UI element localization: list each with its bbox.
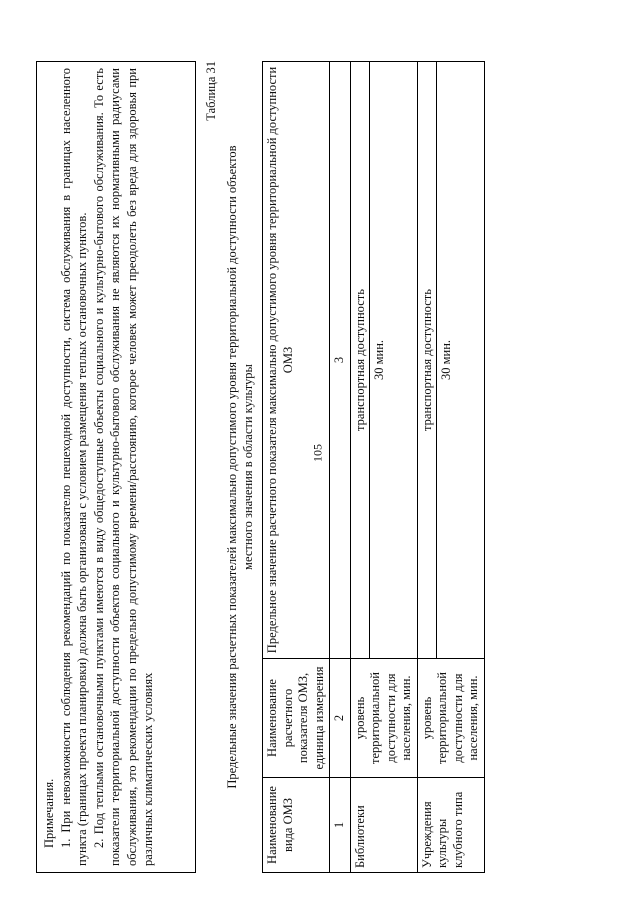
column-number-3: 3	[330, 62, 351, 659]
rotated-content	[36, 33, 606, 873]
omz-table	[262, 61, 485, 873]
table-header-row	[263, 62, 330, 873]
table-row	[350, 62, 417, 873]
table-caption	[224, 61, 256, 873]
column-number-row	[330, 62, 351, 873]
header-limit-value: Предельное значение расчетного показателя максимально допустимого уровня территориальной доступности ОМЗ	[263, 62, 330, 659]
notes-heading: Примечания.	[42, 778, 56, 848]
note-item-2: 2. Под теплыми остановочными пунктами имеются в виду общедоступные объекты социального и культурно-бытового обслуживания. То есть показатели территориальной доступности объектов социального и культурно-бытового обслуживания не являются их нормативными радиусами обслуживания, это рекомендации по предельно допустимому времени/расстоянию, которое человек может преодолеть без вреда для здоровья при различных климатических условиях	[91, 68, 155, 866]
row-value: 30 мин.	[439, 339, 453, 381]
row-omz-type: Учреждения культуры клубного типа	[417, 778, 484, 873]
row-limit-value	[350, 62, 417, 659]
notes-box	[36, 61, 196, 873]
note-item-1: 1. При невозможности соблюдения рекомендаций по показателю пешеходной доступности, система обслуживания в границах населенного пункта (границах проекта планировки) должна быть организована с условием размещения теплых остановочных пунктов.	[58, 68, 89, 866]
page-number: 105	[310, 444, 325, 462]
column-number-1: 1	[330, 778, 351, 873]
table-caption-line-1: Предельные значения расчетных показателей максимально допустимого уровня территориальной доступности объектов	[225, 145, 239, 789]
row-access-type: транспортная доступность	[353, 62, 371, 658]
table-row	[417, 62, 484, 873]
row-value: 30 мин.	[372, 339, 386, 381]
header-indicator: Наименование расчетного показателя ОМЗ, единица измерения	[263, 659, 330, 778]
row-access-type: транспортная доступность	[420, 62, 438, 658]
row-indicator: уровень территориальной доступности для населения, мин.	[417, 659, 484, 778]
table-label: Таблица 31	[204, 61, 218, 121]
row-limit-value	[417, 62, 484, 659]
table-caption-line-2: местного значения в области культуры	[241, 364, 255, 570]
header-omz-type: Наименование вида ОМЗ	[263, 778, 330, 873]
row-indicator: уровень территориальной доступности для населения, мин.	[350, 659, 417, 778]
row-omz-type: Библиотеки	[350, 778, 417, 873]
column-number-2: 2	[330, 659, 351, 778]
